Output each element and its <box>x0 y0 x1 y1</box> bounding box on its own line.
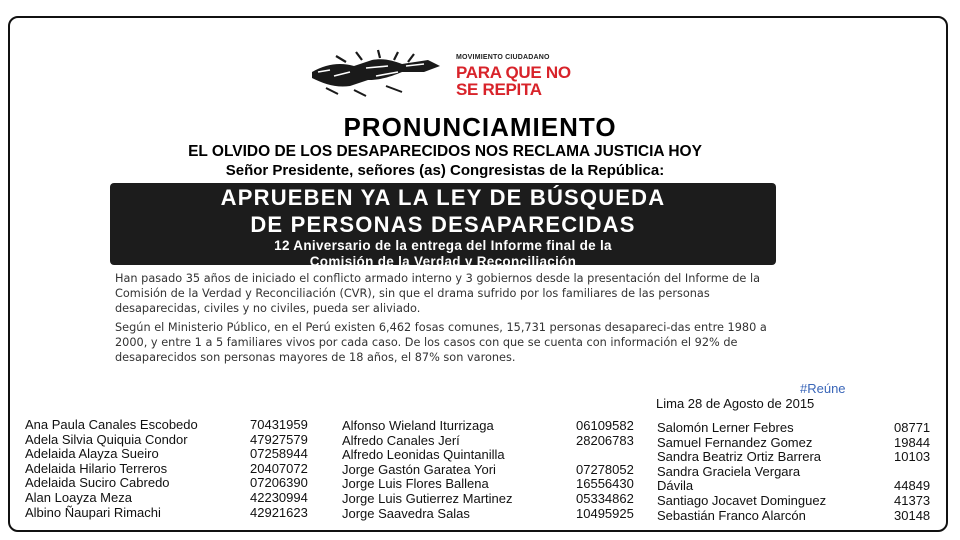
banner-line4: Comisión de la Verdad y Reconciliación <box>309 254 577 269</box>
signatory-name: Adelaida Suciro Cabredo <box>25 475 170 491</box>
signatory-dni: 20407072 <box>250 460 308 476</box>
place-date: Lima 28 de Agosto de 2015 <box>656 396 815 411</box>
document-subtitle: EL OLVIDO DE LOS DESAPARECIDOS NOS RECLAMA JUSTICIA HOY <box>188 143 702 160</box>
headline-banner <box>110 183 776 269</box>
signatory-dni: 28206783 <box>576 432 634 448</box>
signatory-dni: 30148 <box>894 507 931 523</box>
banner-line1: APRUEBEN YA LA LEY DE BÚSQUEDA <box>220 185 666 210</box>
signatory-dni: 05334862 <box>576 490 634 506</box>
addressee-line: Señor Presidente, señores (as) Congresistas de la República: <box>225 162 665 179</box>
signatory-name: Sandra Graciela Vergara <box>657 463 801 479</box>
signatory-name: Adela Silvia Quiquia Condor <box>25 431 188 447</box>
signatory-name: Alfredo Canales Jerí <box>342 432 460 448</box>
signatory-name: Alfredo Leonidas Quintanilla <box>342 447 505 463</box>
movement-logo <box>306 36 586 106</box>
signatory-name: Alfonso Wieland Iturrizaga <box>342 418 494 433</box>
signatory-dni: 10495925 <box>576 505 634 521</box>
signatory-dni: 06109582 <box>576 418 634 433</box>
signatory-dni: 41373 <box>894 492 931 508</box>
signatory-name: Jorge Luis Gutierrez Martinez <box>342 490 513 506</box>
signatory-name: Jorge Luis Flores Ballena <box>342 476 489 492</box>
signatory-name: Salomón Lerner Febres <box>657 420 794 435</box>
signatory-dni: 42230994 <box>250 489 308 505</box>
signatory-name: Santiago Jocavet Dominguez <box>657 492 827 508</box>
banner-line3: 12 Aniversario de la entrega del Informe final de la <box>274 238 612 253</box>
signatory-name: Alan Loayza Meza <box>25 489 132 505</box>
signatory-dni: 16556430 <box>576 476 634 492</box>
signatory-name: Albino Ñaupari Rimachi <box>25 504 161 520</box>
signatory-dni: 07258944 <box>250 446 308 462</box>
signatory-name: Ana Paula Canales Escobedo <box>25 417 198 432</box>
logo-movement-text: MOVIMIENTO CIUDADANO <box>456 54 550 61</box>
signatory-name: Sandra Beatriz Ortiz Barrera <box>657 449 822 465</box>
body-paragraph-1: Han pasado 35 años de iniciado el conflicto armado interno y 3 gobiernos desde la presentación del Informe de la Comisión de la Verdad y Reconciliación (CVR), sin que el drama sufrido por los familiares de las personas desaparecidas, civiles y no civiles, pueda ser aliviado. <box>115 272 761 316</box>
signatory-name: Adelaida Hilario Terreros <box>25 460 168 476</box>
signatory-name: Samuel Fernandez Gomez <box>657 434 813 450</box>
signatory-name: Sebastián Franco Alarcón <box>657 507 806 523</box>
signatory-name: Jorge Gastón Garatea Yori <box>342 461 496 477</box>
logo-slogan-line1: PARA QUE NO <box>456 63 571 82</box>
signatory-name: Dávila <box>657 478 694 494</box>
signatory-dni: 44849 <box>894 478 931 494</box>
signatory-dni: 07206390 <box>250 475 308 491</box>
signatory-dni: 07278052 <box>576 461 634 477</box>
signatory-dni: 47927579 <box>250 431 308 447</box>
hands-icon <box>306 42 446 100</box>
signatory-name: Adelaida Alayza Sueiro <box>25 446 159 462</box>
signatory-dni: 19844 <box>894 434 931 450</box>
logo-slogan-line2: SE REPITA <box>456 80 542 99</box>
signatory-dni: 42921623 <box>250 504 308 520</box>
banner-line2: DE PERSONAS DESAPARECIDAS <box>250 212 636 237</box>
signatory-dni: 08771 <box>894 420 931 435</box>
hashtag-link[interactable]: #Reúne <box>800 381 846 396</box>
signatory-dni: 70431959 <box>250 417 308 432</box>
signatory-dni: 10103 <box>894 449 931 465</box>
document-title: PRONUNCIAMIENTO <box>343 112 617 142</box>
signatory-name: Jorge Saavedra Salas <box>342 505 470 521</box>
logo-slogan <box>456 64 571 98</box>
body-paragraph-2: Según el Ministerio Público, en el Perú existen 6,462 fosas comunes, 15,731 personas desapareci-das entre 1980 a 2000, y entre 1 a 5 familiares vivos por cada caso. De los casos con que se cuenta con información el 92% de desaparecidos son personas mayores de 18 años, el 87% son varones. <box>115 321 767 365</box>
